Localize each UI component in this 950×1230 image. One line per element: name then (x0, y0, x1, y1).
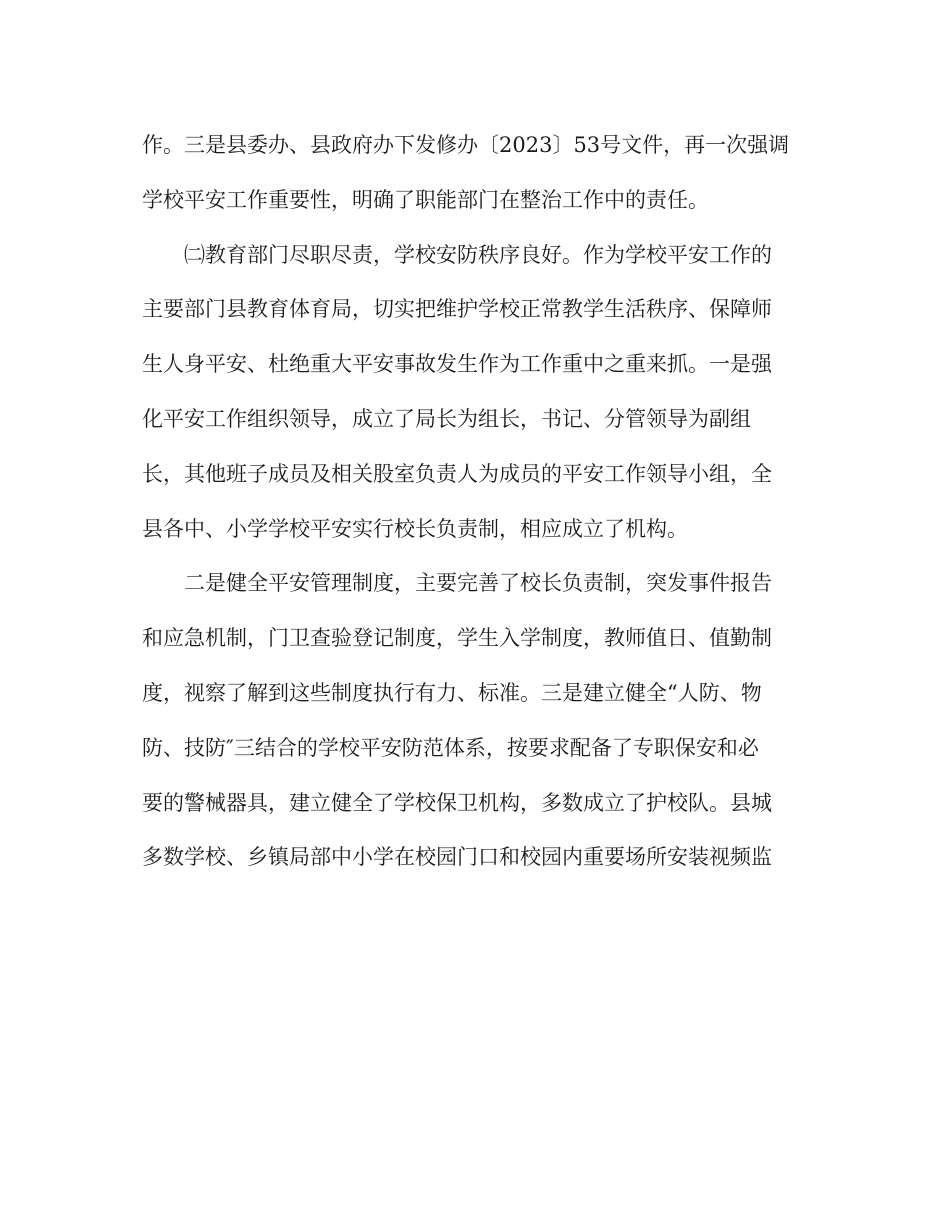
text-line: 学校平安工作重要性，明确了职能部门在整治工作中的责任。 (142, 187, 709, 212)
text-line: 防、技防″三结合的学校平安防范体系，按要求配备了专职保安和必 (142, 735, 759, 760)
text-line: 县各中、小学学校平安实行校长负责制，相应成立了机构。 (142, 516, 688, 541)
text-line: 生人身平安、杜绝重大平安事故发生作为工作重中之重来抓。一是强 (142, 352, 772, 377)
text-line: 二是健全平安管理制度，主要完善了校长负责制，突发事件报告 (184, 571, 772, 596)
text-line: 主要部门县教育体育局，切实把维护学校正常教学生活秩序、保障师 (142, 297, 772, 322)
text-line: 要的警械器具，建立健全了学校保卫机构，多数成立了护校队。县城 (142, 790, 772, 815)
text-line: ㈡教育部门尽职尽责，学校安防秩序良好。作为学校平安工作的 (184, 242, 772, 267)
text-line: 化平安工作组织领导，成立了局长为组长，书记、分管领导为副组 (142, 406, 751, 431)
text-line: 和应急机制，门卫查验登记制度，学生入学制度，教师值日、值勤制 (142, 626, 772, 651)
text-line: 度，视察了解到这些制度执行有力、标准。三是建立健全“人防、物 (142, 680, 762, 705)
document-body (142, 118, 810, 885)
text-line: 多数学校、乡镇局部中小学在校园门口和校园内重要场所安装视频监 (142, 845, 772, 870)
text-line: 长，其他班子成员及相关股室负责人为成员的平安工作领导小组，全 (142, 461, 772, 486)
text-line: 作。三是县委办、县政府办下发修办〔2023〕53号文件，再一次强调 (142, 133, 790, 157)
